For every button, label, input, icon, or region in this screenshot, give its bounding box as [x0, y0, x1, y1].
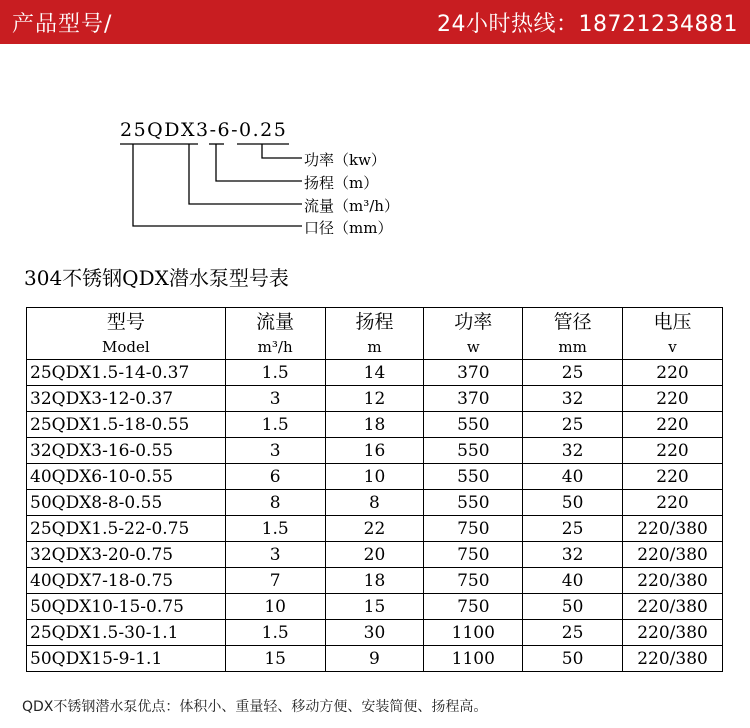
cell-pipe: 50: [523, 490, 623, 516]
cell-power: 550: [424, 490, 523, 516]
cell-power: 750: [424, 516, 523, 542]
cell-head: 9: [325, 646, 424, 672]
unit-pipe: mm: [523, 335, 623, 360]
cell-head: 18: [325, 568, 424, 594]
cell-model: 50QDX8-8-0.55: [27, 490, 226, 516]
cell-head: 16: [325, 438, 424, 464]
cell-power: 750: [424, 568, 523, 594]
cell-pipe: 25: [523, 412, 623, 438]
table-row: [27, 594, 723, 620]
cell-head: 14: [325, 360, 424, 386]
cell-model: 25QDX1.5-30-1.1: [27, 620, 226, 646]
cell-flow: 15: [225, 646, 325, 672]
cell-flow: 3: [225, 542, 325, 568]
cell-voltage: 220/380: [623, 568, 723, 594]
cell-pipe: 50: [523, 646, 623, 672]
cell-pipe: 40: [523, 464, 623, 490]
table-unit-row: [27, 335, 723, 360]
cell-model: 40QDX6-10-0.55: [27, 464, 226, 490]
cell-head: 30: [325, 620, 424, 646]
cell-voltage: 220: [623, 438, 723, 464]
cell-model: 25QDX1.5-22-0.75: [27, 516, 226, 542]
advantages-note: QDX不锈钢潜水泵优点：体积小、重量轻、移动方便、安装简便、扬程高。: [22, 699, 488, 715]
cell-flow: 3: [225, 386, 325, 412]
cell-power: 550: [424, 438, 523, 464]
cell-flow: 1.5: [225, 620, 325, 646]
leader-power: [262, 144, 302, 158]
table-row: [27, 542, 723, 568]
table-row: [27, 412, 723, 438]
table-row: [27, 516, 723, 542]
header-power: 功率: [424, 308, 523, 336]
unit-head: m: [325, 335, 424, 360]
header-voltage: 电压: [623, 308, 723, 336]
product-model-heading: 产品型号/: [12, 12, 113, 37]
cell-head: 12: [325, 386, 424, 412]
label-caliber: 口径（mm）: [304, 219, 393, 237]
header-flow: 流量: [225, 308, 325, 336]
cell-model: 32QDX3-20-0.75: [27, 542, 226, 568]
header-model: 型号: [27, 308, 226, 336]
cell-head: 10: [325, 464, 424, 490]
cell-voltage: 220: [623, 464, 723, 490]
cell-head: 18: [325, 412, 424, 438]
cell-pipe: 25: [523, 620, 623, 646]
cell-power: 1100: [424, 646, 523, 672]
cell-pipe: 32: [523, 438, 623, 464]
cell-model: 50QDX10-15-0.75: [27, 594, 226, 620]
cell-voltage: 220: [623, 386, 723, 412]
cell-voltage: 220/380: [623, 594, 723, 620]
cell-flow: 6: [225, 464, 325, 490]
cell-flow: 7: [225, 568, 325, 594]
cell-flow: 1.5: [225, 360, 325, 386]
leader-caliber: [133, 144, 302, 226]
table-row: [27, 568, 723, 594]
leader-flow: [189, 144, 302, 204]
cell-pipe: 32: [523, 542, 623, 568]
cell-power: 550: [424, 412, 523, 438]
header-pipe: 管径: [523, 308, 623, 336]
cell-pipe: 50: [523, 594, 623, 620]
cell-model: 32QDX3-12-0.37: [27, 386, 226, 412]
hotline-text: 24小时热线：18721234881: [437, 12, 738, 37]
model-code-diagram: [0, 100, 750, 250]
leader-head: [216, 144, 302, 181]
table-row: [27, 646, 723, 672]
cell-power: 370: [424, 360, 523, 386]
cell-flow: 1.5: [225, 412, 325, 438]
table-row: [27, 620, 723, 646]
cell-head: 8: [325, 490, 424, 516]
unit-flow: m³/h: [225, 335, 325, 360]
cell-flow: 1.5: [225, 516, 325, 542]
table-row: [27, 386, 723, 412]
cell-pipe: 25: [523, 516, 623, 542]
unit-power: w: [424, 335, 523, 360]
header-banner: [0, 0, 750, 44]
cell-flow: 10: [225, 594, 325, 620]
cell-pipe: 40: [523, 568, 623, 594]
cell-pipe: 32: [523, 386, 623, 412]
cell-model: 25QDX1.5-14-0.37: [27, 360, 226, 386]
table-row: [27, 438, 723, 464]
table-row: [27, 360, 723, 386]
cell-flow: 3: [225, 438, 325, 464]
cell-voltage: 220: [623, 412, 723, 438]
label-flow: 流量（m³/h）: [304, 197, 399, 215]
table-title: 304不锈钢QDX潜水泵型号表: [24, 266, 289, 290]
cell-voltage: 220/380: [623, 620, 723, 646]
unit-model: Model: [27, 335, 226, 360]
cell-power: 750: [424, 542, 523, 568]
cell-model: 50QDX15-9-1.1: [27, 646, 226, 672]
cell-voltage: 220: [623, 490, 723, 516]
cell-voltage: 220/380: [623, 646, 723, 672]
cell-model: 25QDX1.5-18-0.55: [27, 412, 226, 438]
cell-power: 750: [424, 594, 523, 620]
cell-head: 15: [325, 594, 424, 620]
cell-voltage: 220/380: [623, 516, 723, 542]
header-head: 扬程: [325, 308, 424, 336]
cell-model: 32QDX3-16-0.55: [27, 438, 226, 464]
table-header-row: [27, 308, 723, 336]
unit-voltage: v: [623, 335, 723, 360]
label-power: 功率（kw）: [304, 151, 386, 169]
cell-voltage: 220/380: [623, 542, 723, 568]
table-row: [27, 464, 723, 490]
label-head: 扬程（m）: [304, 174, 379, 192]
cell-power: 370: [424, 386, 523, 412]
cell-pipe: 25: [523, 360, 623, 386]
cell-flow: 8: [225, 490, 325, 516]
table-row: [27, 490, 723, 516]
cell-voltage: 220: [623, 360, 723, 386]
cell-power: 1100: [424, 620, 523, 646]
cell-model: 40QDX7-18-0.75: [27, 568, 226, 594]
cell-head: 20: [325, 542, 424, 568]
cell-power: 550: [424, 464, 523, 490]
model-code-example: 25QDX3-6-0.25: [120, 119, 288, 141]
model-spec-table: [26, 307, 723, 672]
cell-head: 22: [325, 516, 424, 542]
